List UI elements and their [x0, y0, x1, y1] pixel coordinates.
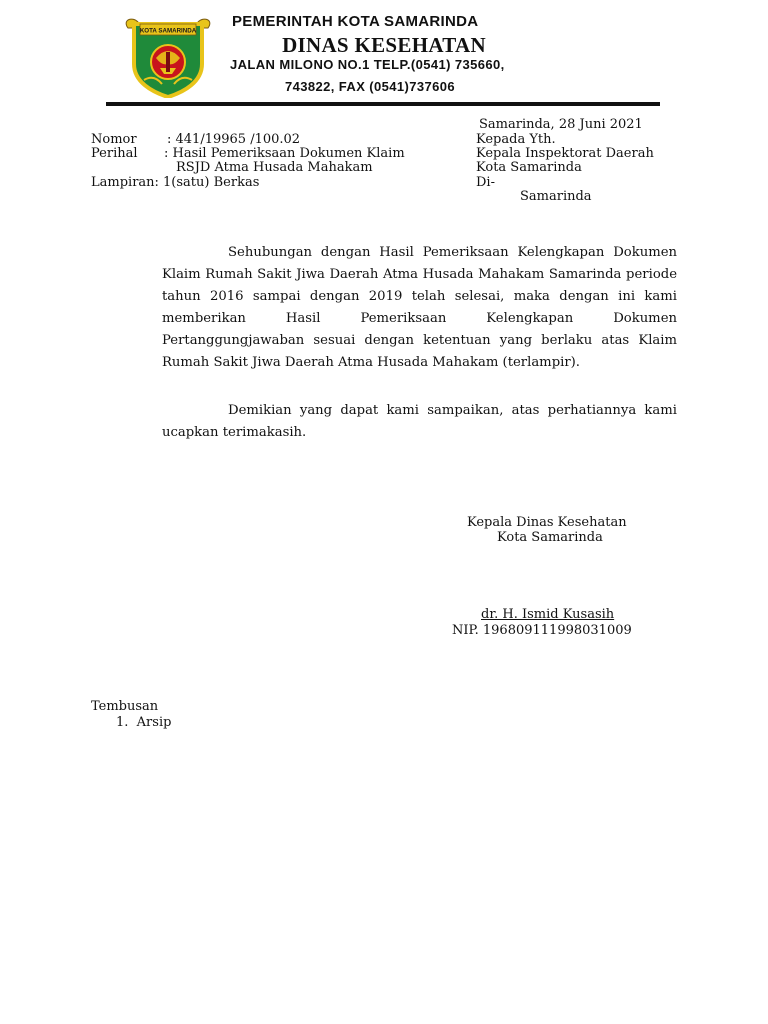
letterhead-agency: DINAS KESEHATAN — [282, 33, 486, 57]
recipient-di: Di- — [476, 175, 495, 190]
signature-title: Kepala Dinas Kesehatan — [467, 515, 627, 530]
body-paragraph-2-text: Demikian yang dapat kami sampaikan, atas perhatiannya kami ucapkan terimakasih. — [162, 403, 677, 441]
body-paragraph-2 — [162, 400, 677, 444]
logo-banner-text: KOTA SAMARINDA — [139, 27, 197, 35]
recipient-location: Samarinda — [520, 189, 592, 204]
perihal-label: Perihal — [91, 146, 138, 161]
nomor-value: : 441/19965 /100.02 — [167, 132, 301, 147]
recipient-city: Kota Samarinda — [476, 160, 582, 175]
recipient-greeting: Kepada Yth. — [476, 132, 556, 147]
letterhead-address: JALAN MILONO NO.1 TELP.(0541) 735660, — [230, 57, 505, 72]
body-paragraph-1-text: Sehubungan dengan Hasil Pemeriksaan Kelengkapan Dokumen Klaim Rumah Sakit Jiwa Daerah Atma Husada Mahakam Samarinda periode tahun 2016 sampai dengan 2019 telah selesai, maka dengan ini kami memberikan Hasil Pemeriksaan Kelengkapan Dokumen Pertanggungjawaban sesuai dengan ketentuan yang berlaku atas Klaim Rumah Sakit Jiwa Daerah Atma Husada Mahakam (terlampir). — [162, 245, 677, 371]
signature-name: dr. H. Ismid Kusasih — [481, 607, 615, 622]
letter-date: Samarinda, 28 Juni 2021 — [479, 117, 643, 132]
perihal-value: : Hasil Pemeriksaan Dokumen Klaim — [164, 146, 405, 161]
signature-nip: NIP. 196809111998031009 — [452, 623, 632, 638]
recipient-title: Kepala Inspektorat Daerah — [476, 146, 654, 161]
tembusan-item: 1. Arsip — [116, 715, 172, 730]
letterhead-divider — [106, 102, 660, 106]
city-emblem-logo — [122, 14, 214, 98]
lampiran: Lampiran: 1(satu) Berkas — [91, 175, 260, 190]
signature-city: Kota Samarinda — [497, 530, 603, 545]
body-paragraph-1 — [162, 242, 677, 375]
tembusan-label: Tembusan — [91, 699, 159, 714]
letterhead-government: PEMERINTAH KOTA SAMARINDA — [232, 13, 479, 30]
perihal-value-cont: RSJD Atma Husada Mahakam — [176, 160, 373, 175]
nomor-label: Nomor — [91, 132, 137, 147]
letterhead-fax: 743822, FAX (0541)737606 — [285, 79, 456, 94]
